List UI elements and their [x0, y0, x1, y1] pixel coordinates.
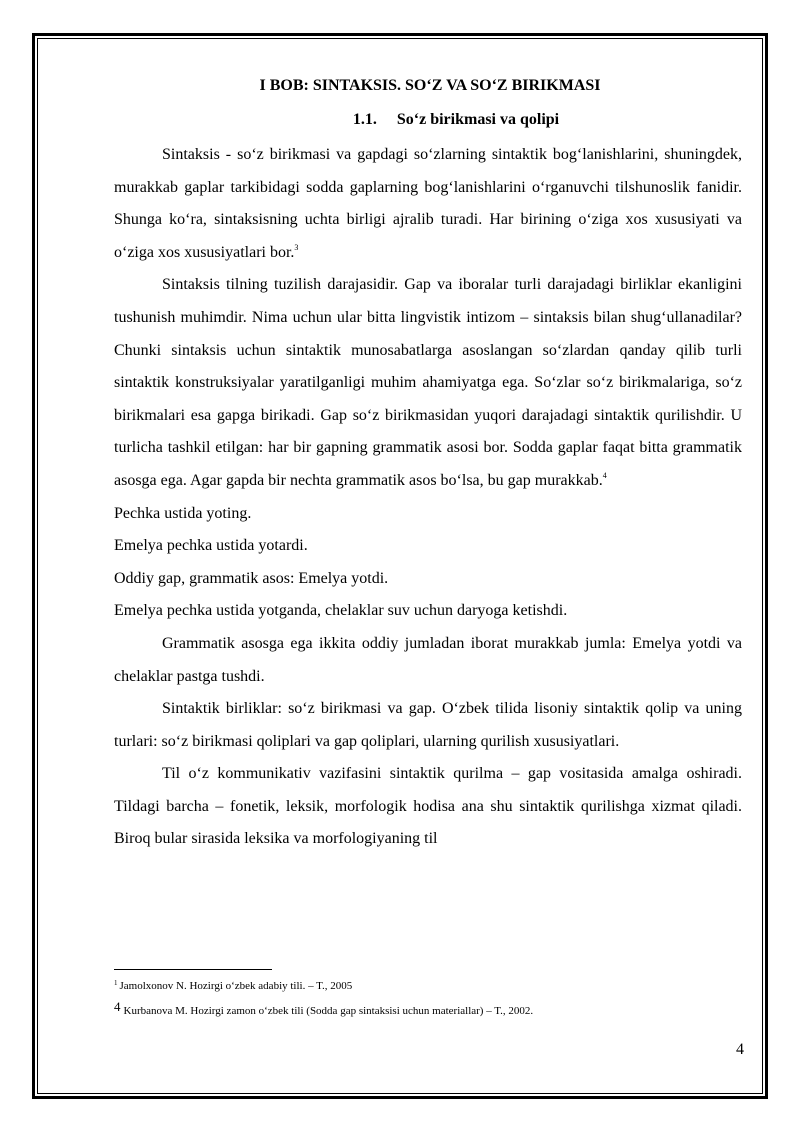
footnote-1	[114, 975, 742, 995]
footnote-ref-3[interactable]: 3	[294, 242, 299, 252]
paragraph-2-text: Sintaksis tilning tuzilish darajasidir. Gap va iboralar turli darajadagi birliklar ekanligini tushunish muhimdir. Nima uchun ular bitta lingvistik intizom – sintaksis bilan shug‘ullanadilar? Chunki sintaksis uchun sintaktik munosabatlarga asoslangan so‘zlardan qanday qilib turli sintaktik konstruksiyalar yaratilganligi muhim ahamiyatga ega. So‘zlar so‘z birikmalariga, so‘z birikmalari esa gapga birikadi. Gap so‘z birikmasidan yuqori darajadagi sintaktik qurilishdir. U turlicha tashkil etilgan: har bir gapning grammatik asosi bor. Sodda gaplar faqat bitta grammatik asosga ega. Agar gapda bir nechta grammatik asos bo‘lsa, bu gap murakkab.	[114, 276, 742, 489]
example-line-1: Pechka ustida yoting.	[114, 504, 252, 522]
paragraph-1-text: Sintaksis - so‘z birikmasi va gapdagi so‘zlarning sintaktik bog‘lanishlarini, shuningdek, murakkab gaplar tarkibidagi sodda gaplarning bog‘lanishlarini o‘rganuvchi tilshunoslik fanidir. Shunga ko‘ra, sintaksisning uchta birligi ajralib turadi. Har birining o‘ziga xos xususiyati va o‘ziga xos xususiyatlari bor.	[114, 146, 742, 261]
page-content	[114, 72, 742, 856]
page-number: 4	[736, 1041, 744, 1058]
footnote-separator	[114, 969, 272, 970]
footnote-2-text: Kurbanova M. Hozirgi zamon o‘zbek tili (Sodda gap sintaksisi uchun materiallar) – T., 2002.	[123, 1005, 534, 1017]
section-title	[114, 106, 742, 134]
paragraph-1	[114, 139, 742, 269]
section-number: 1.1.	[352, 111, 377, 128]
paragraph-4: Sintaktik birliklar: so‘z birikmasi va gap. O‘zbek tilida lisoniy sintaktik qolip va uning turlari: so‘z birikmasi qoliplari va gap qoliplari, ularning qurilish xususiyatlari.	[114, 700, 742, 750]
example-line-3: Oddiy gap, grammatik asos: Emelya yotdi.	[114, 569, 389, 587]
paragraph-5: Til o‘z kommunikativ vazifasini sintaktik qurilma – gap vositasida amalga oshiradi. Tildagi barcha – fonetik, leksik, morfologik hodisa ana shu sintaktik qurilishga xizmat qiladi. Biroq bular sirasida leksika va morfologiyaning til	[114, 765, 742, 848]
example-line-2: Emelya pechka ustida yotardi.	[114, 537, 308, 555]
footnote-2-mark: 4	[114, 999, 121, 1014]
footnote-2	[114, 998, 742, 1020]
footnote-ref-4[interactable]: 4	[602, 470, 607, 480]
chapter-title: I BOB: SINTAKSIS. SO‘Z VA SO‘Z BIRIKMASI	[259, 77, 601, 94]
footnote-1-mark: 1	[114, 979, 118, 987]
section-title-text: So‘z birikmasi va qolipi	[396, 111, 560, 128]
footnote-1-text: Jamolxonov N. Hozirgi o‘zbek adabiy tili. – T., 2005	[119, 980, 353, 992]
footnotes	[114, 975, 742, 1020]
example-line-4: Emelya pechka ustida yotganda, chelaklar suv uchun daryoga ketishdi.	[114, 602, 568, 620]
paragraph-2	[114, 269, 742, 497]
paragraph-3: Grammatik asosga ega ikkita oddiy jumladan iborat murakkab jumla: Emelya yotdi va chelaklar pastga tushdi.	[114, 634, 742, 685]
